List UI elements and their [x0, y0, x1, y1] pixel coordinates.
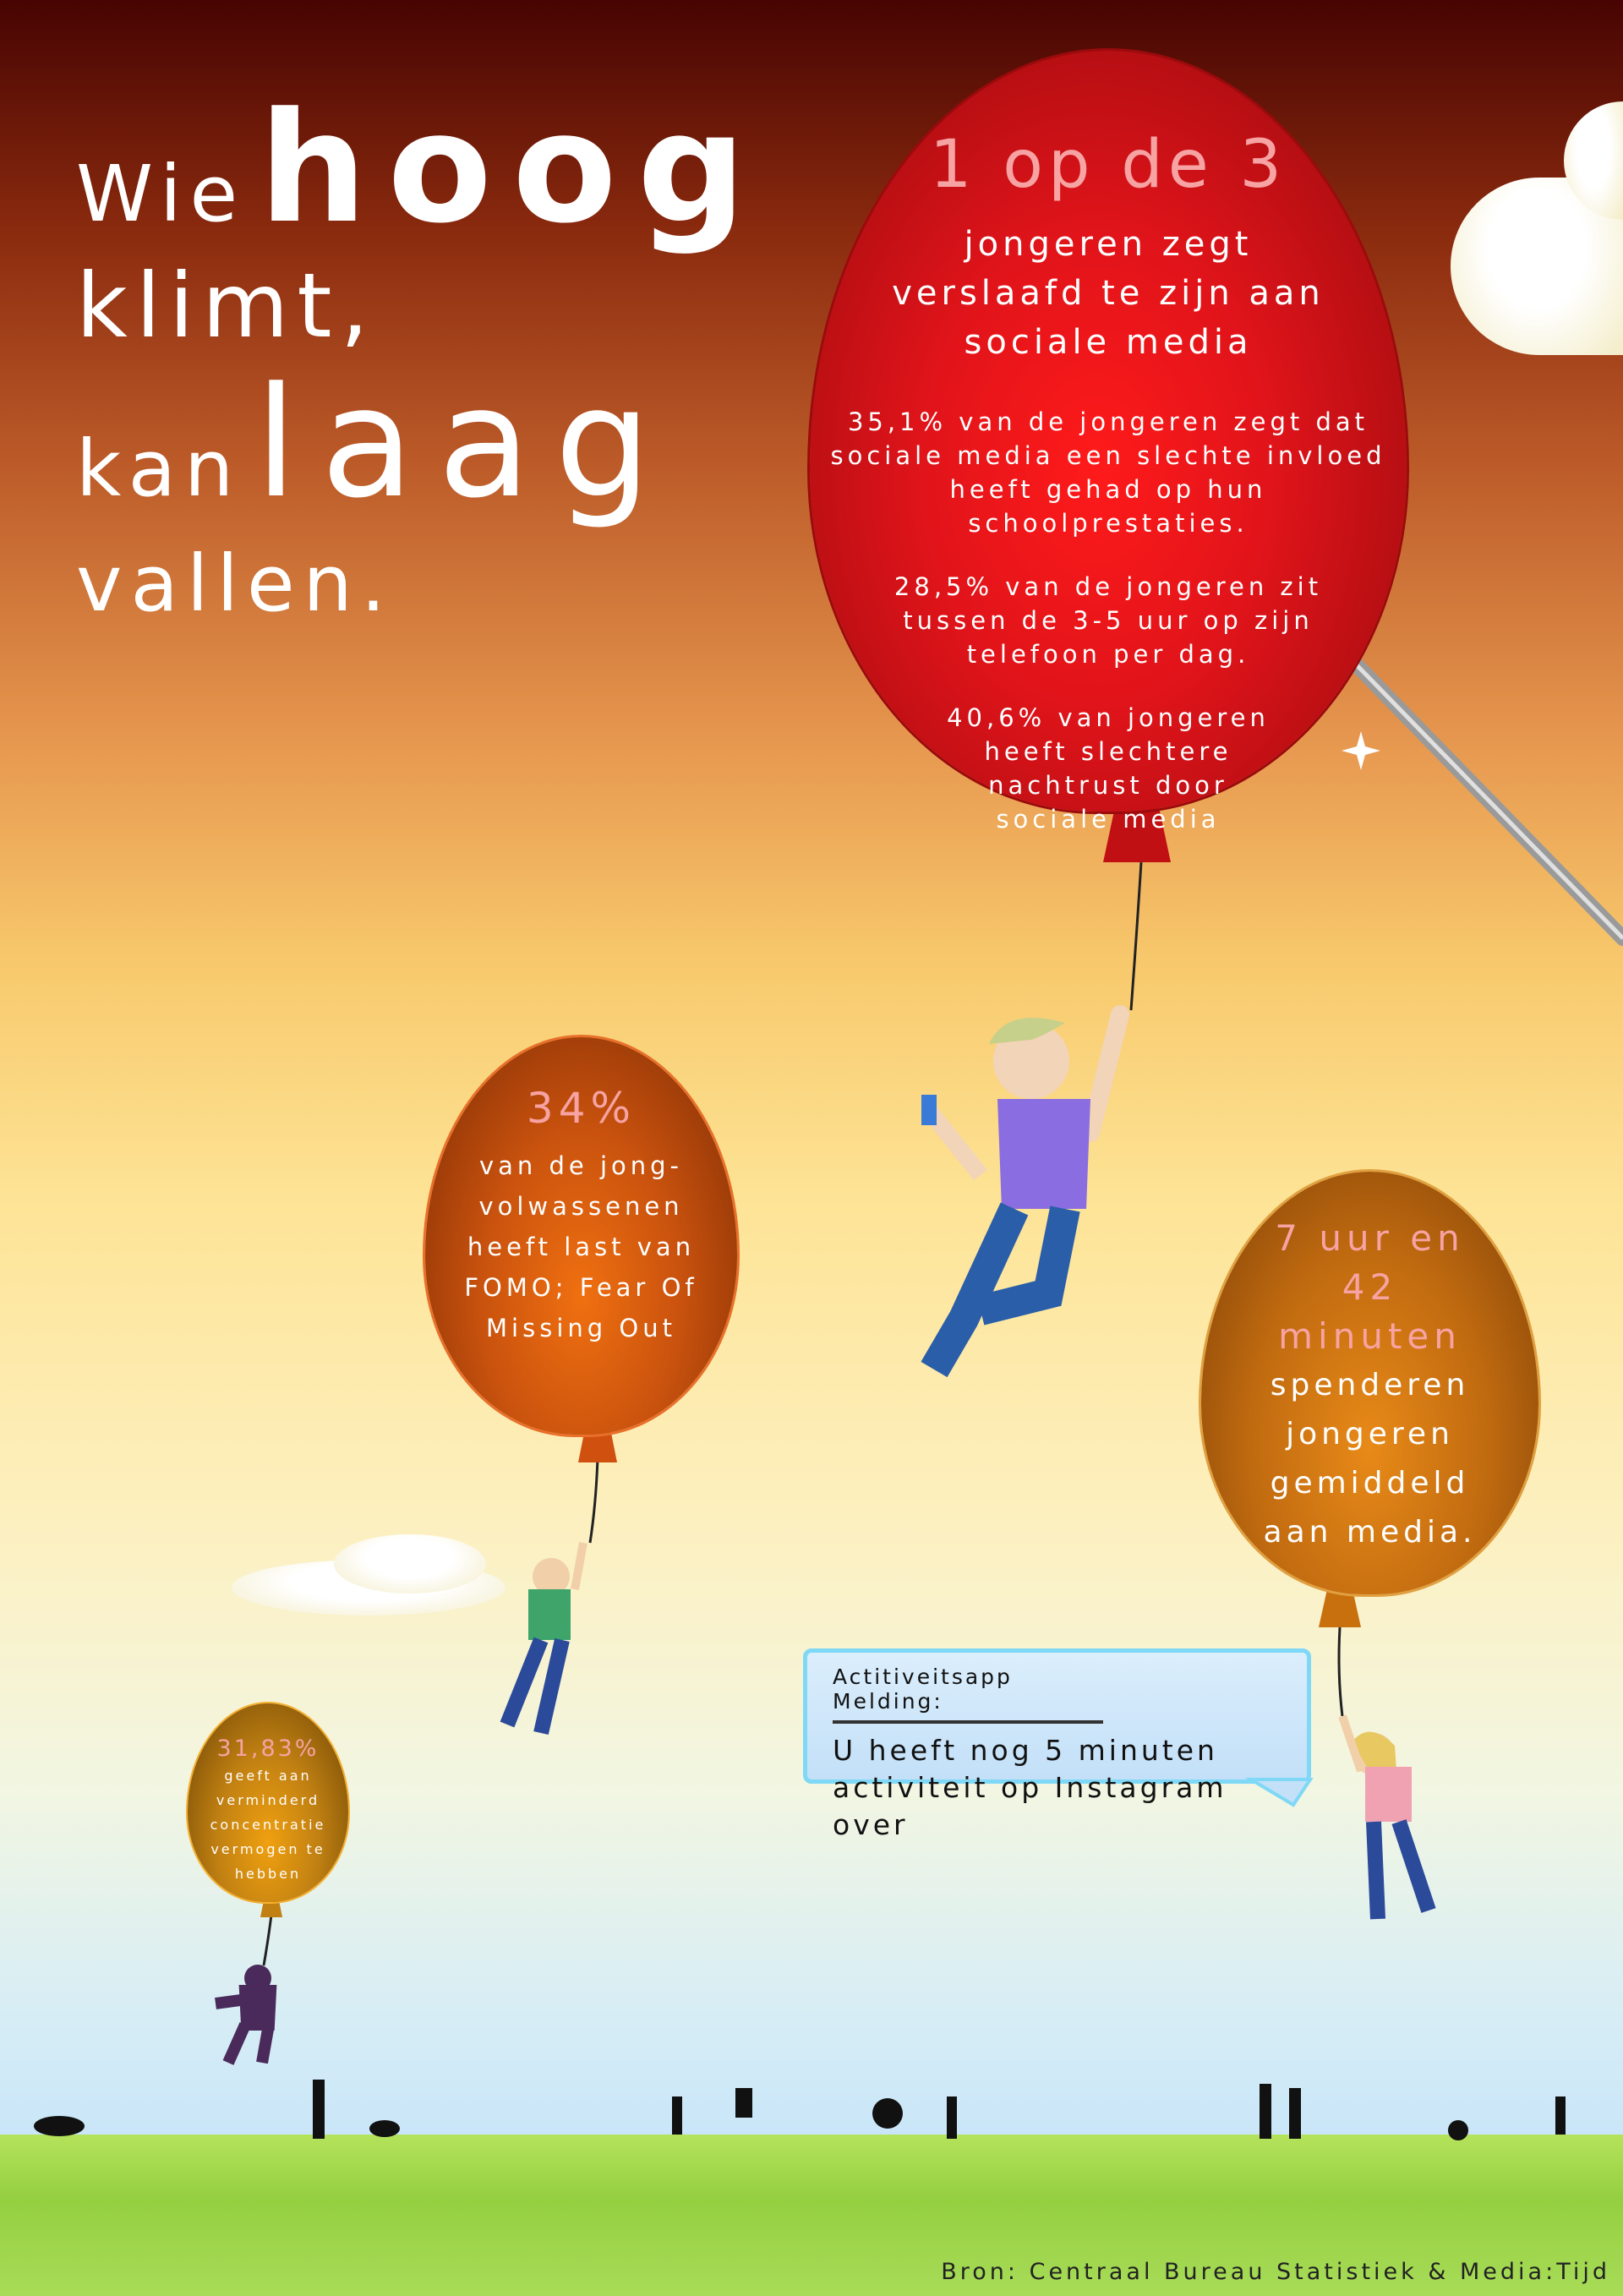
- shadow-figure: [216, 1965, 271, 2063]
- stat-nachtrust: 40,6% van jongeren heeft slechtere nachtrust door sociale media: [947, 703, 1270, 834]
- activity-notification[interactable]: [803, 1648, 1311, 1841]
- notification-tail: [1243, 1775, 1327, 1809]
- source-credit: Bron: Centraal Bureau Statistiek & Media:Tijd: [941, 2259, 1610, 2285]
- title-word-laag: laag: [254, 355, 675, 532]
- red-balloon-subtitle: jongeren zegt verslaafd te zijn aan sociale media: [892, 225, 1325, 362]
- time-text: spenderen jongeren gemiddeld aan media.: [1263, 1368, 1477, 1550]
- title-word-vallen: vallen.: [76, 538, 395, 629]
- fomo-text: van de jong-volwassenen heeft last van FOMO; Fear Of Missing Out: [464, 1151, 698, 1342]
- fomo-headline: 34%: [526, 1084, 637, 1133]
- title-word-wie: Wie: [76, 149, 247, 239]
- silhouettes: [0, 2063, 1623, 2147]
- red-balloon: [810, 51, 1407, 834]
- title-word-kan: kan: [76, 424, 243, 514]
- notification-message: U heeft nog 5 minuten activiteit op Instagram over: [833, 1734, 1227, 1841]
- title-word-klimt: klimt,: [76, 254, 377, 358]
- time-headline: 7 uur en 42 minuten: [1275, 1217, 1465, 1357]
- stat-schoolprestaties: 35,1% van de jongeren zegt dat sociale media een slechte invloed heeft gehad op hun schoolprestaties.: [830, 407, 1386, 538]
- red-balloon-headline: 1 op de 3: [929, 127, 1287, 203]
- boy-purple-shirt: [921, 1014, 1120, 1369]
- concentration-text: geeft aan verminderd concentratie vermogen te hebben: [210, 1768, 326, 1882]
- stat-telefoon-gebruik: 28,5% van de jongeren zit tussen de 3-5 uur op zijn telefoon per dag.: [893, 572, 1323, 669]
- notification-title: Actitiveitsapp Melding:: [833, 1665, 1103, 1724]
- concentration-headline: 31,83%: [216, 1736, 320, 1762]
- boy-green-shirt: [507, 1543, 583, 1733]
- title-word-hoog: hoog: [259, 80, 767, 257]
- fomo-balloon: [425, 1037, 737, 1435]
- girl-pink-shirt: [1342, 1716, 1429, 1919]
